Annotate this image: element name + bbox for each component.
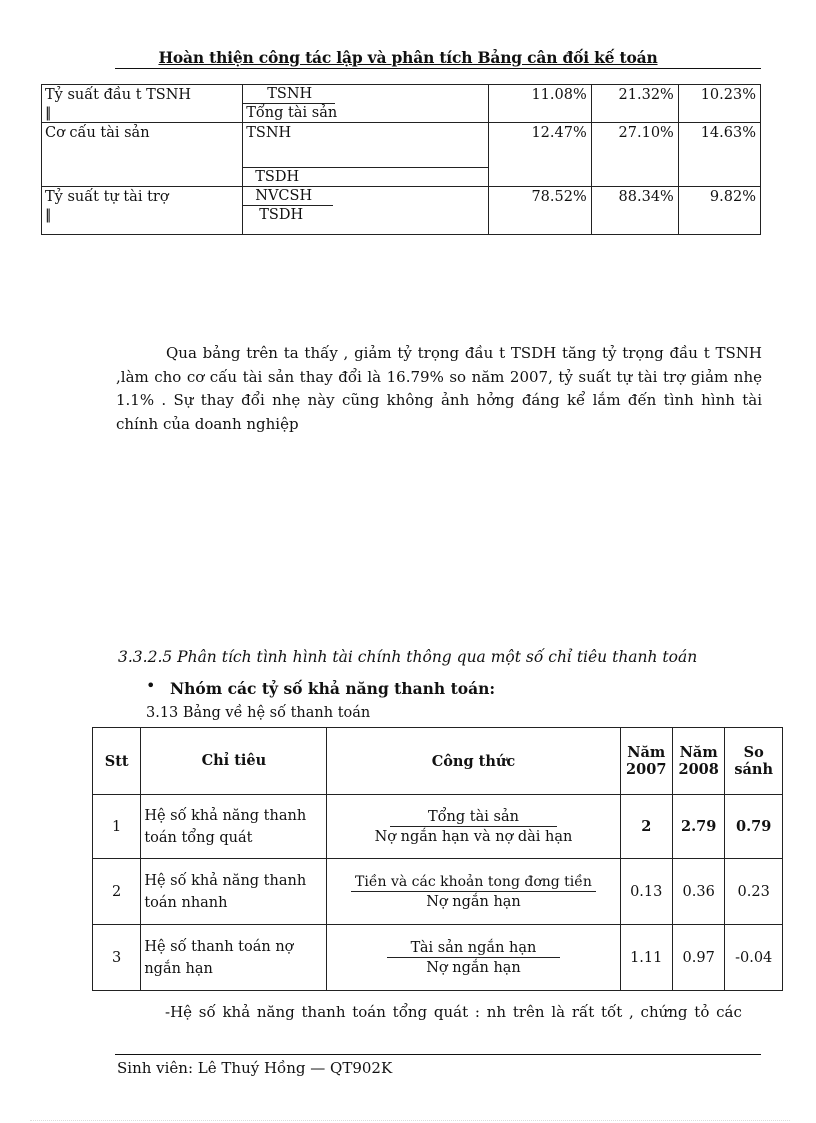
value-cell: 21.32% [591,85,678,123]
closing-text: -Hệ số khả năng thanh toán tổng quát : nh trên là rất tốt , chứng tỏ các [165,1003,742,1021]
row-stt: 2 [93,859,141,925]
row-compare: 0.79 [725,795,783,859]
analysis-paragraph [116,342,762,436]
formula-numerator: NVCSH [255,188,313,204]
page-edge-divider [30,1120,790,1121]
ratio-table [41,84,761,235]
row-value-2008: 0.36 [672,859,724,925]
formula-denominator: Nợ ngắn hạn [426,893,521,910]
bullet-title: Nhóm các tỷ số khả năng thanh toán: [170,679,496,698]
footer-rule [115,1054,761,1055]
value-cell: 12.47% [488,123,591,187]
formula-numerator: Tiền và các khoản tong đơng tiền [351,874,596,892]
table-row [42,85,761,123]
row-formula [327,859,620,925]
ratio-name-cell [42,187,243,235]
section-title: 3.3.2.5 Phân tích tình hình tài chính thông qua một số chỉ tiêu thanh toán [118,648,698,666]
row-compare: -0.04 [725,925,783,991]
table-row [42,187,761,235]
table-row [93,925,783,991]
table-caption: 3.13 Bảng về hệ số thanh toán [146,705,371,721]
header-year-2007: Năm 2007 [620,728,672,795]
table-header-row [93,728,783,795]
formula-numerator: Tài sản ngắn hạn [387,940,561,958]
formula-denominator: Nợ ngắn hạn và nợ dài hạn [374,828,573,845]
header-year-2008: Năm 2008 [672,728,724,795]
formula-denominator: TSDH [255,169,300,185]
table-row [42,123,761,187]
ratio-name: Tỷ suất đầu t TSNH [45,87,192,103]
formula-numerator: Tổng tài sản [390,809,557,827]
ratio-formula-cell [243,123,488,187]
table-row [93,795,783,859]
row-criteria: Hệ số khả năng thanh toán nhanh [141,859,327,925]
value-cell: 11.08% [488,85,591,123]
header-compare: So sánh [725,728,783,795]
row-formula [327,925,620,991]
value-cell: 10.23% [678,85,760,123]
value-cell: 9.82% [678,187,760,235]
row-compare: 0.23 [725,859,783,925]
table-row [93,859,783,925]
ratio-name: Cơ cấu tài sản [45,125,150,141]
ratio-name: Tỷ suất tự tài trợ [45,189,169,205]
header-criteria: Chỉ tiêu [141,728,327,795]
row-value-2007: 1.11 [620,925,672,991]
formula-numerator: TSNH [267,86,313,102]
bullet-icon: • [146,676,156,695]
row-value-2007: 0.13 [620,859,672,925]
ratio-name-cell [42,123,243,187]
ratio-name-cell [42,85,243,123]
ratio-formula-cell [243,187,488,235]
row-criteria: Hệ số khả năng thanh toán tổng quát [141,795,327,859]
formula-numerator: TSNH [246,125,292,141]
row-value-2008: 2.79 [672,795,724,859]
tick-mark: || [45,207,49,223]
row-criteria: Hệ số thanh toán nợ ngắn hạn [141,925,327,991]
tick-mark: || [45,105,49,121]
value-cell: 78.52% [488,187,591,235]
header-stt: Stt [93,728,141,795]
row-stt: 3 [93,925,141,991]
value-cell: 88.34% [591,187,678,235]
row-value-2007: 2 [620,795,672,859]
formula-denominator: Nợ ngắn hạn [426,959,521,976]
ratio-formula-cell [243,85,488,123]
formula-denominator: TSDH [259,207,304,223]
value-cell: 14.63% [678,123,760,187]
row-stt: 1 [93,795,141,859]
header-formula: Công thức [327,728,620,795]
header-rule [115,68,761,69]
page-header-title: Hoàn thiện công tác lập và phân tích Bảng cân đối kế toán [158,48,658,67]
formula-denominator: Tổng tài sản [246,105,338,121]
row-formula [327,795,620,859]
value-cell: 27.10% [591,123,678,187]
paragraph-text: Qua bảng trên ta thấy , giảm tỷ trọng đầu t TSDH tăng tỷ trọng đầu t TSNH ,làm cho cơ cấu tài sản thay đổi là 16.79% so năm 2007, tỷ suất tự tài trợ giảm nhẹ 1.1% . Sự thay đổi nhẹ này cũng không ảnh hởng đáng kể lắm đến tình hình tài chính của doanh nghiệp [116,344,762,433]
footer-text: Sinh viên: Lê Thuý Hồng — QT902K [117,1059,393,1077]
payment-ratio-table [92,727,783,991]
row-value-2008: 0.97 [672,925,724,991]
